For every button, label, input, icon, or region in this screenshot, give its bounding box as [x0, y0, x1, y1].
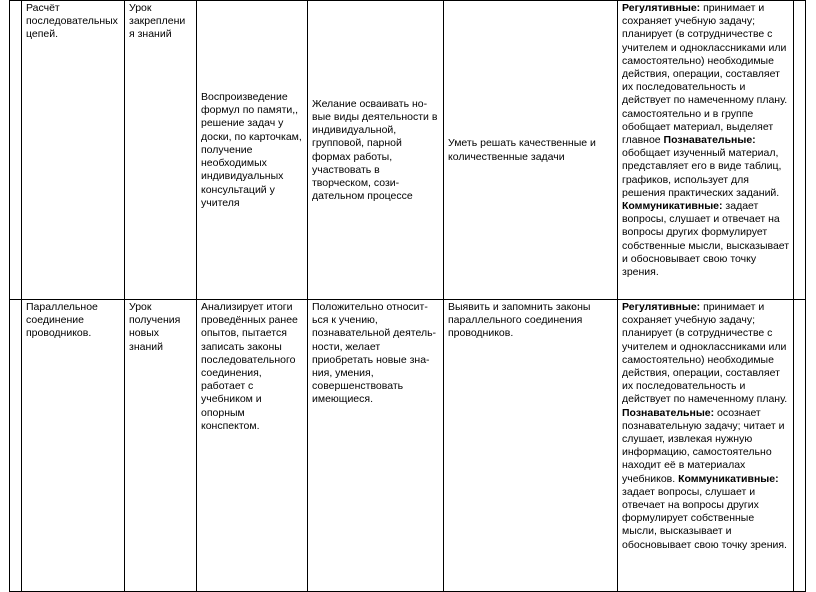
lesson-plan-table: [9, 0, 806, 592]
text-segment: принимает и сохраняет учебную задачу; планирует (в сотрудничестве с учителем и одноклассниками или самостоятельно) необходимые действия, операции, составляет их последовательность и действует по намеченному плану. самостоятельно и в группе обобщает материал, выделяет главное: [622, 2, 788, 147]
text-segment: задает вопросы, слушает и отвечает на вопросы других формулирует собственные мысли, высказывает и обосновывает свою точку зрения.: [622, 485, 787, 551]
text-segment: Положительно относит-ься к учению, познавательной деятель-ности, желает приобретать новые зна-ния, умения, совершенствовать имеющиеся.: [312, 301, 437, 406]
motivation-cell: [308, 300, 444, 592]
competencies-cell: [618, 300, 794, 592]
activities-cell: [197, 300, 308, 592]
notes-cell: [794, 300, 806, 592]
competency-label: Коммуникативные:: [678, 472, 779, 485]
competencies-text: [622, 2, 789, 278]
competency-label: Регулятивные:: [622, 301, 701, 313]
competency-label: Коммуникативные:: [622, 200, 723, 213]
row-number-cell: [10, 300, 22, 592]
competency-label: Регулятивные:: [622, 2, 701, 14]
lesson-type-text: Урок закреплени я знаний: [129, 2, 186, 41]
text-segment: Анализирует итоги проведённых ранее опытов, пытается записать законы последовательного соединения, работает с учебником и опорным конспектом.: [201, 301, 298, 432]
text-segment: обобщает изученный материал, представляет его в виде таблиц, графиков, использует для решения практических заданий.: [622, 147, 782, 199]
outcome-text: [448, 137, 596, 162]
activities-text: [201, 301, 298, 432]
competency-label: Познавательные:: [622, 406, 715, 419]
outcome-cell: [444, 300, 618, 592]
notes-cell: [794, 1, 806, 300]
competencies-cell: [618, 1, 794, 300]
text-segment: Воспроизведение формул по памяти,, решение задач у доски, по карточкам, получение необходимых индивидуальных консультаций у учителя: [201, 91, 302, 209]
outcome-cell: [444, 1, 618, 300]
competencies-text: [622, 301, 787, 551]
activities-text: [201, 91, 302, 209]
text-segment: задает вопросы, слушает и отвечает на вопросы других формулирует собственные мысли, высказывает и обосновывает свою точку зрения.: [622, 200, 790, 279]
motivation-text: [312, 98, 437, 202]
lesson-type-cell: [125, 300, 197, 592]
table-row: [10, 300, 806, 592]
text-segment: Желание осваивать но-вые виды деятельности в индивидуальной, групповой, парной формах работы, участвовать в творческом, сози-дательном процессе: [312, 97, 438, 203]
competency-label: Познавательные:: [663, 134, 756, 147]
topic-cell: [22, 1, 125, 300]
motivation-text: [312, 301, 436, 405]
table-row: [10, 1, 806, 300]
row-number-cell: [10, 1, 22, 300]
topic-cell: [22, 300, 125, 592]
text-segment: осознает познавательную задачу; читает и слушает, извлекая нужную информацию, самостоятельно находит её в материалах учебников.: [622, 406, 785, 485]
outcome-text: [448, 301, 590, 339]
lesson-type-cell: [125, 1, 197, 300]
text-segment: Выявить и запомнить законы параллельного соединения проводников.: [448, 301, 591, 340]
activities-cell: [197, 1, 308, 300]
topic-text: Параллельное соединение проводников.: [26, 301, 98, 340]
motivation-cell: [308, 1, 444, 300]
lesson-type-text: Урок получения новых знаний: [129, 301, 181, 353]
text-segment: Уметь решать качественные и количественные задачи: [448, 137, 596, 163]
text-segment: принимает и сохраняет учебную задачу; планирует (в сотрудничестве с учителем и одноклассниками или самостоятельно) необходимые действия, операции, составляет их последовательность и действует по намеченному плану.: [622, 301, 788, 406]
topic-text: Расчёт последовательных цепей.: [26, 2, 118, 41]
